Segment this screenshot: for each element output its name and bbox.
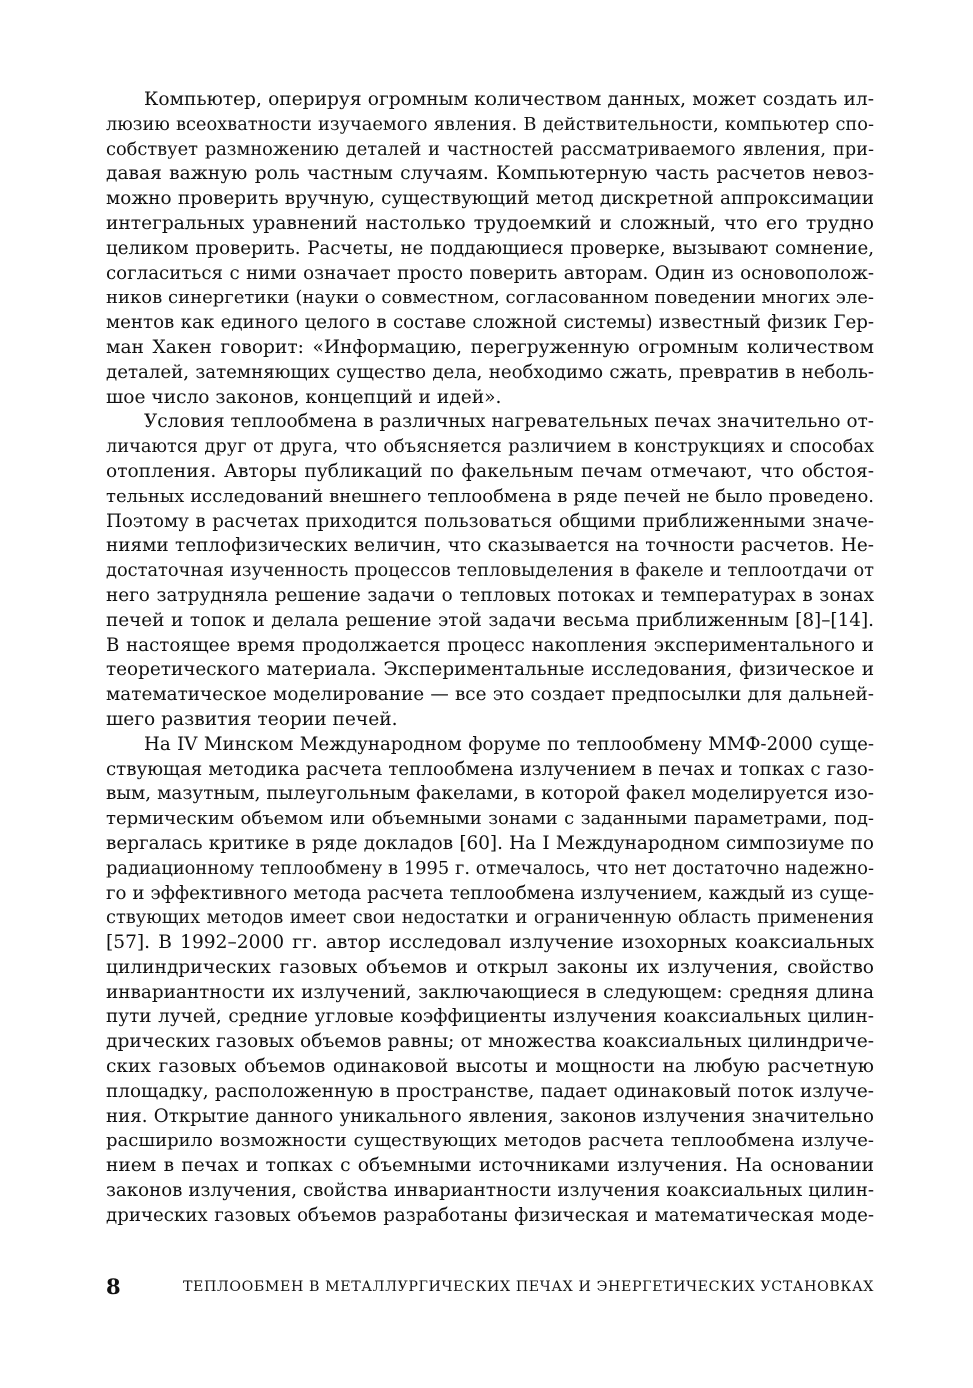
text-line: личаются друг от друга, что объясняется различием в конструкциях и способах xyxy=(106,436,874,458)
text-line: теоретического материала. Экспериментальные исследования, физическое и xyxy=(106,659,874,681)
text-line: печей и топок и делала решение этой задачи весьма приближенным [8]–[14]. xyxy=(106,609,874,631)
paragraph-3 xyxy=(106,733,874,1229)
text-line: цилиндрических газовых объемов и открыл законы их излучения, свойство xyxy=(106,956,874,978)
text-line: целиком проверить. Расчеты, не поддающиеся проверке, вызывают сомнение, xyxy=(106,237,874,259)
text-line: деталей, затемняющих существо дела, необходимо сжать, превратив в неболь- xyxy=(106,361,874,383)
text-line: шего развития теории печей. xyxy=(106,708,398,730)
text-line: В настоящее время продолжается процесс накопления экспериментального и xyxy=(106,634,874,656)
text-line: законов излучения, свойства инвариантности излучения коаксиальных цилин- xyxy=(106,1180,874,1202)
page-body xyxy=(106,88,874,1229)
text-line: отопления. Авторы публикаций по факельным печам отмечают, что обстоя- xyxy=(106,460,874,482)
page-number: 8 xyxy=(106,1274,121,1299)
text-line: ман Хакен говорит: «Информацию, перегруженную огромным количеством xyxy=(106,336,874,358)
text-line: ских газовых объемов одинаковой высоты и мощности на любую расчетную xyxy=(106,1056,874,1078)
text-line: вым, мазутным, пылеугольным факелами, в которой факел моделируется изо- xyxy=(106,783,874,805)
text-line: ников синергетики (науки о совместном, согласованном поведении многих эле- xyxy=(106,287,874,309)
text-line: расширило возможности существующих методов расчета теплообмена излуче- xyxy=(106,1130,874,1152)
text-line: Компьютер, оперируя огромным количеством данных, может создать ил- xyxy=(144,89,874,110)
paragraph-2 xyxy=(106,410,874,732)
text-line: тельных исследований внешнего теплообмена в ряде печей не было проведено. xyxy=(106,485,874,507)
text-line: интегральных уравнений настолько трудоемкий и сложный, что его трудно xyxy=(106,212,874,234)
text-line: ствующая методика расчета теплообмена излучением в печах и топках с газо- xyxy=(106,758,874,780)
running-title: ТЕПЛООБМЕН В МЕТАЛЛУРГИЧЕСКИХ ПЕЧАХ И ЭНЕРГЕТИЧЕСКИХ УСТАНОВКАХ xyxy=(182,1279,874,1295)
text-line: давая важную роль частным случаям. Компьютерную часть расчетов невоз- xyxy=(106,163,874,185)
text-line: го и эффективного метода расчета теплообмена излучением, каждый из суще- xyxy=(106,882,874,904)
text-line: согласиться с ними означает просто поверить авторам. Один из основополож- xyxy=(106,262,874,284)
text-line: Поэтому в расчетах приходится пользоваться общими приближенными значе- xyxy=(106,510,874,532)
text-line: дрических газовых объемов разработаны физическая и математическая моде- xyxy=(106,1204,874,1226)
text-line: математическое моделирование — все это создает предпосылки для дальней- xyxy=(106,684,874,706)
text-line: термическим объемом или объемными зонами с заданными параметрами, под- xyxy=(106,808,874,830)
page-footer xyxy=(106,1272,874,1302)
text-line: пути лучей, средние угловые коэффициенты излучения коаксиальных цилин- xyxy=(106,1006,874,1028)
text-line: ствующих методов имеет свои недостатки и ограниченную область применения xyxy=(106,907,874,929)
text-line: можно проверить вручную, существующий метод дискретной аппроксимации xyxy=(106,188,874,210)
text-line: площадку, расположенную в пространстве, падает одинаковый поток излуче- xyxy=(106,1080,874,1102)
paragraph-1 xyxy=(106,88,874,410)
text-line: инвариантности их излучений, заключающиеся в следующем: средняя длина xyxy=(106,981,874,1003)
text-line: Условия теплообмена в различных нагревательных печах значительно от- xyxy=(144,411,874,433)
text-line: [57]. В 1992–2000 гг. автор исследовал излучение изохорных коаксиальных xyxy=(106,932,874,954)
text-line: люзию всеохватности изучаемого явления. В действительности, компьютер спо- xyxy=(106,113,874,135)
text-line: собствует размножению деталей и частностей рассматриваемого явления, при- xyxy=(106,138,874,160)
text-line: нием в печах и топках с объемными источниками излучения. На основании xyxy=(106,1155,874,1177)
text-line: радиационному теплообмену в 1995 г. отмечалось, что нет достаточно надежно- xyxy=(106,857,874,879)
text-line: достаточная изученность процессов тепловыделения в факеле и теплоотдачи от xyxy=(106,560,874,582)
text-line: На IV Минском Международном форуме по теплообмену ММФ-2000 суще- xyxy=(144,733,874,755)
text-line: дрических газовых объемов равны; от множества коаксиальных цилиндриче- xyxy=(106,1031,874,1053)
text-line: ментов как единого целого в составе сложной системы) известный физик Гер- xyxy=(106,312,874,334)
text-line: вергалась критике в ряде докладов [60]. На I Международном симпозиуме по xyxy=(106,832,874,854)
text-line: ниями теплофизических величин, что сказывается на точности расчетов. Не- xyxy=(106,535,874,557)
text-line: ния. Открытие данного уникального явления, законов излучения значительно xyxy=(106,1105,874,1127)
text-line: шое число законов, концепций и идей». xyxy=(106,386,502,408)
text-line: него затрудняла решение задачи о тепловых потоках и температурах в зонах xyxy=(106,584,874,606)
